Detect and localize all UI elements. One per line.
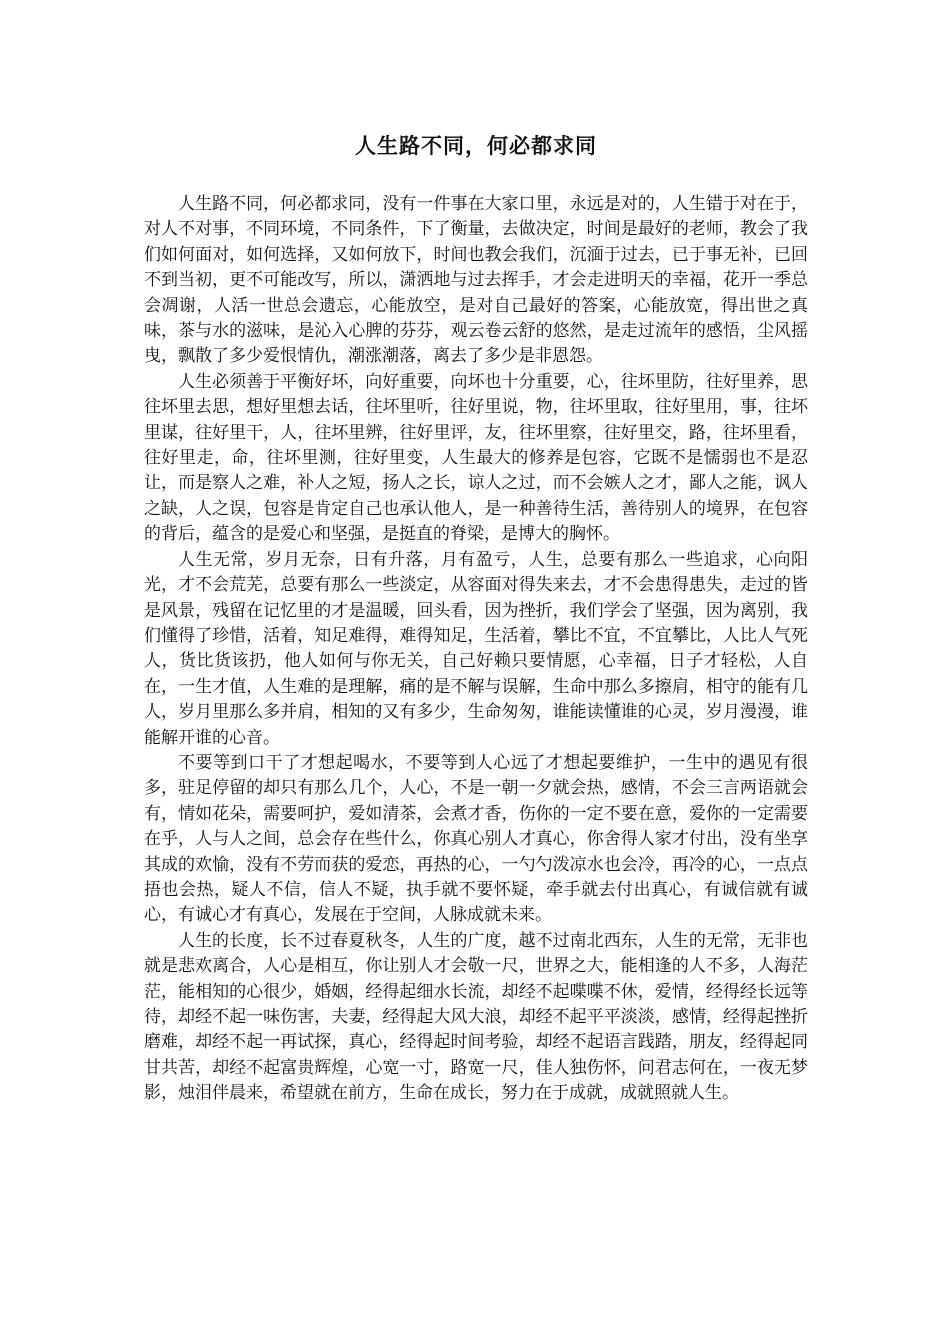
- paragraph-1: 人生路不同，何必都求同，没有一件事在大家口里，永远是对的，人生错于对在于，对人不对事，不同环境，不同条件，下了衡量，去做决定，时间是最好的老师，教会了我们如何面对，如何选择，又如何放下，时间也教会我们，沉湎于过去，已于事无补，已回不到当初，更不可能改写，所以，潇洒地与过去挥手，才会走进明天的幸福，花开一季总会凋谢，人活一世总会遗忘，心能放空，是对自己最好的答案，心能放宽，得出世之真味，茶与水的滋味，是沁入心脾的芬芬，观云卷云舒的悠然，是走过流年的感悟，尘风摇曳，飘散了多少爱恨情仇，潮涨潮落，离去了多少是非恩怨。: [144, 194, 808, 367]
- document-title: 人生路不同，何必都求同: [355, 134, 597, 158]
- paragraph-4: 不要等到口干了才想起喝水，不要等到人心远了才想起要维护，一生中的遇见有很多，驻足停留的却只有那么几个，人心，不是一朝一夕就会热，感情，不会三言两语就会有，情如花朵，需要呵护，爱如清茶，会煮才香，伤你的一定不要在意，爱你的一定需要在乎，人与人之间，总会存在些什么，你真心别人才真心，你舍得人家才付出，没有坐享其成的欢愉，没有不劳而获的爱恋，再热的心，一勺勺泼凉水也会冷，再冷的心，一点点捂也会热，疑人不信，信人不疑，执手就不要怀疑，牵手就去付出真心，有诚信就有诚心，有诚心才有真心，发展在于空间，人脉成就未来。: [144, 752, 808, 926]
- paragraph-3: 人生无常，岁月无奈，日有升落，月有盈亏，人生，总要有那么一些追求，心向阳光，才不会荒芜，总要有那么一些淡定，从容面对得失来去，才不会患得患失，走过的皆是风景，残留在记忆里的才是温暖，回头看，因为挫折，我们学会了坚强，因为离别，我们懂得了珍惜，活着，知足难得，难得知足，生活着，攀比不宜，不宜攀比，人比人气死人，货比货该扔，他人如何与你无关，自己好赖只要情愿，心幸福，日子才轻松，人自在，一生才值，人生难的是理解，痛的是不解与误解，生命中那么多擦肩，相守的能有几人，岁月里那么多并肩，相知的又有多少，生命匆匆，谁能读懂谁的心灵，岁月漫漫，谁能解开谁的心音。: [144, 549, 808, 748]
- paragraph-2: 人生必须善于平衡好坏，向好重要，向坏也十分重要，心，往坏里防，往好里养，思往坏里去思，想好里想去话，往坏里听，往好里说，物，往坏里取，往好里用，事，往坏里谋，往好里干，人，往坏里辨，往好里评，友，往坏里察，往好里交，路，往坏里看，往好里走，命，往坏里测，往好里变，人生最大的修养是包容，它既不是懦弱也不是忍让，而是察人之难，补人之短，扬人之长，谅人之过，而不会嫉人之才，鄙人之能，讽人之缺，人之误，包容是肯定自己也承认他人，是一种善待生活，善待别人的境界，在包容的背后，蕴含的是爱心和坚强，是挺直的脊梁，是博大的胸怀。: [144, 371, 808, 545]
- paragraph-5: 人生的长度，长不过春夏秋冬，人生的广度，越不过南北西东，人生的无常，无非也就是悲欢离合，人心是相互，你让别人才会敬一尺，世界之大，能相逢的人不多，人海茫茫，能相知的心很少，婚姻，经得起细水长流，却经不起喋喋不休，爱情，经得经长远等待，却经不起一味伤害，夫妻，经得起大风大浪，却经不起平平淡淡，感情，经得起挫折磨难，却经不起一再试探，真心，经得起时间考验，却经不起语言践踏，朋友，经得起同甘共苦，却经不起富贵辉煌，心宽一寸，路宽一尺，佳人独伤怀，问君志何在，一夜无梦影，烛泪伴晨来，希望就在前方，生命在成长，努力在于成就，成就照就人生。: [144, 930, 808, 1104]
- document-page: [144, 130, 808, 1107]
